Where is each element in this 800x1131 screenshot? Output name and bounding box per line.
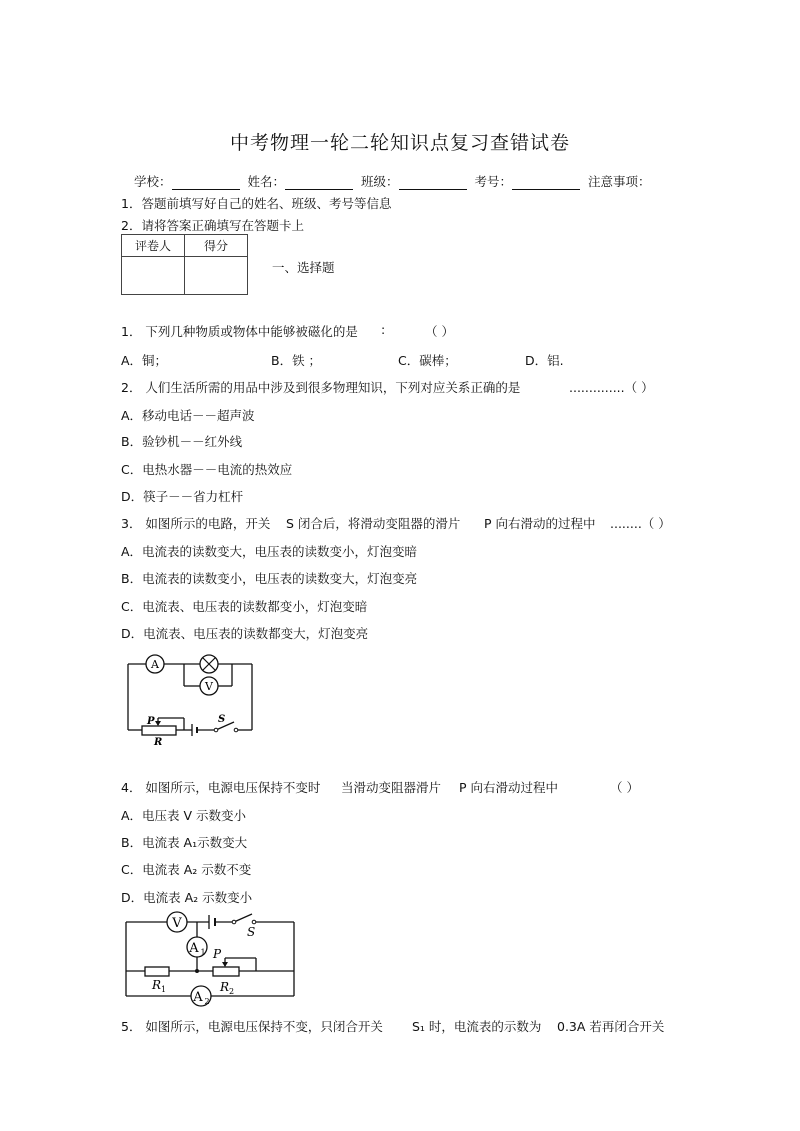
name-blank[interactable] [285, 176, 353, 190]
q4-stem-part2: 当滑动变阻器滑片 [341, 780, 442, 795]
q1-option-b[interactable]: B．铁 ； [271, 353, 322, 368]
q2-answer-paren: ..............（ ） [569, 380, 654, 395]
q3-option-a[interactable]: A．电流表的读数变大，电压表的读数变小，灯泡变暗 [121, 544, 418, 559]
q3-stem-part3: P 向右滑动的过程中 [484, 516, 596, 531]
score-table [121, 234, 248, 295]
q1-option-a[interactable]: A．铜； [121, 353, 168, 368]
q4-r1-label: R [152, 978, 162, 992]
q1-option-d[interactable]: D．铝. [525, 353, 564, 368]
q5-stem-part3: 0.3A 若再闭合开关 [557, 1019, 665, 1034]
exam-no-label: 考号： [474, 174, 513, 189]
q1-option-c[interactable]: C．碳棒； [398, 353, 457, 368]
q4-option-a[interactable]: A．电压表 V 示数变小 [121, 808, 247, 823]
q4-ammeter1-subscript: 1 [200, 948, 206, 957]
q4-answer-paren: （ ） [610, 780, 639, 795]
q3-stem-part1: 3． 如图所示的电路，开关 [121, 516, 271, 531]
q2-option-a[interactable]: A．移动电话－－超声波 [121, 408, 255, 423]
q3-slider-label: P [147, 716, 155, 727]
q3-circuit-diagram [120, 650, 260, 746]
instruction-2: 2．请将答案正确填写在答题卡上 [121, 218, 304, 233]
q4-stem-part1: 4． 如图所示，电源电压保持不变时 [121, 780, 321, 795]
q4-circuit-diagram [120, 908, 300, 1008]
q4-switch-label: S [247, 925, 256, 939]
q3-option-d[interactable]: D．电流表、电压表的读数都变大，灯泡变亮 [121, 626, 369, 641]
q4-ammeter2-label: A [193, 990, 203, 1005]
grader-header: 评卷人 [122, 235, 185, 257]
page-title: 中考物理一轮二轮知识点复习查错试卷 [229, 132, 570, 154]
q2-option-d[interactable]: D．筷子－－省力杠杆 [121, 489, 244, 504]
q1-colon: : [381, 322, 386, 337]
q3-option-b[interactable]: B．电流表的读数变小，电压表的读数变大，灯泡变亮 [121, 571, 418, 586]
class-blank[interactable] [399, 176, 467, 190]
lamp-icon [200, 655, 218, 673]
q4-r2-label: R [220, 980, 230, 994]
q3-voltmeter-label: V [205, 680, 213, 693]
q5-stem-part1: 5． 如图所示，电源电压保持不变，只闭合开关 [121, 1019, 383, 1034]
q4-stem-part3: P 向右滑动过程中 [459, 780, 559, 795]
q4-ammeter1-label: A [189, 941, 199, 956]
q4-slider-label: P [213, 947, 222, 961]
q4-option-c[interactable]: C．电流表 A₂ 示数不变 [121, 862, 252, 877]
q4-ammeter2-subscript: 2 [204, 997, 210, 1006]
q4-option-b[interactable]: B．电流表 A₁示数变大 [121, 835, 248, 850]
header-fields [134, 172, 651, 190]
score-cell[interactable] [185, 257, 248, 295]
q4-r1-subscript: 1 [161, 985, 167, 994]
school-blank[interactable] [172, 176, 240, 190]
q4-voltmeter-label: V [172, 916, 182, 931]
q1-stem: 1． 下列几种物质或物体中能够被磁化的是 [121, 324, 358, 339]
q2-option-c[interactable]: C．电热水器－－电流的热效应 [121, 462, 293, 477]
section-title: 一、选择题 [272, 260, 335, 275]
class-label: 班级： [361, 174, 399, 189]
notes-label: 注意事项： [588, 174, 651, 189]
q3-option-c[interactable]: C．电流表、电压表的读数都变小，灯泡变暗 [121, 599, 368, 614]
q2-stem: 2． 人们生活所需的用品中涉及到很多物理知识，下列对应关系正确的是 [121, 380, 521, 395]
q4-option-d[interactable]: D．电流表 A₂ 示数变小 [121, 890, 253, 905]
q3-ammeter-label: A [151, 658, 159, 671]
q3-answer-paren: ........（ ） [610, 516, 671, 531]
q2-option-b[interactable]: B．验钞机－－红外线 [121, 434, 243, 449]
grader-cell[interactable] [122, 257, 185, 295]
q1-answer-paren: （ ） [425, 324, 454, 339]
score-header: 得分 [185, 235, 248, 257]
q5-stem-part2: S₁ 时，电流表的示数为 [412, 1019, 542, 1034]
exam-no-blank[interactable] [512, 176, 580, 190]
instruction-1: 1．答题前填写好自己的姓名、班级、考号等信息 [121, 196, 392, 211]
q4-r2-subscript: 2 [229, 987, 235, 996]
q3-stem-part2: S 闭合后，将滑动变阻器的滑片 [286, 516, 461, 531]
school-label: 学校： [134, 174, 172, 189]
name-label: 姓名： [247, 174, 286, 189]
q3-rheostat-label: R [154, 737, 163, 746]
q3-switch-label: S [218, 714, 226, 725]
